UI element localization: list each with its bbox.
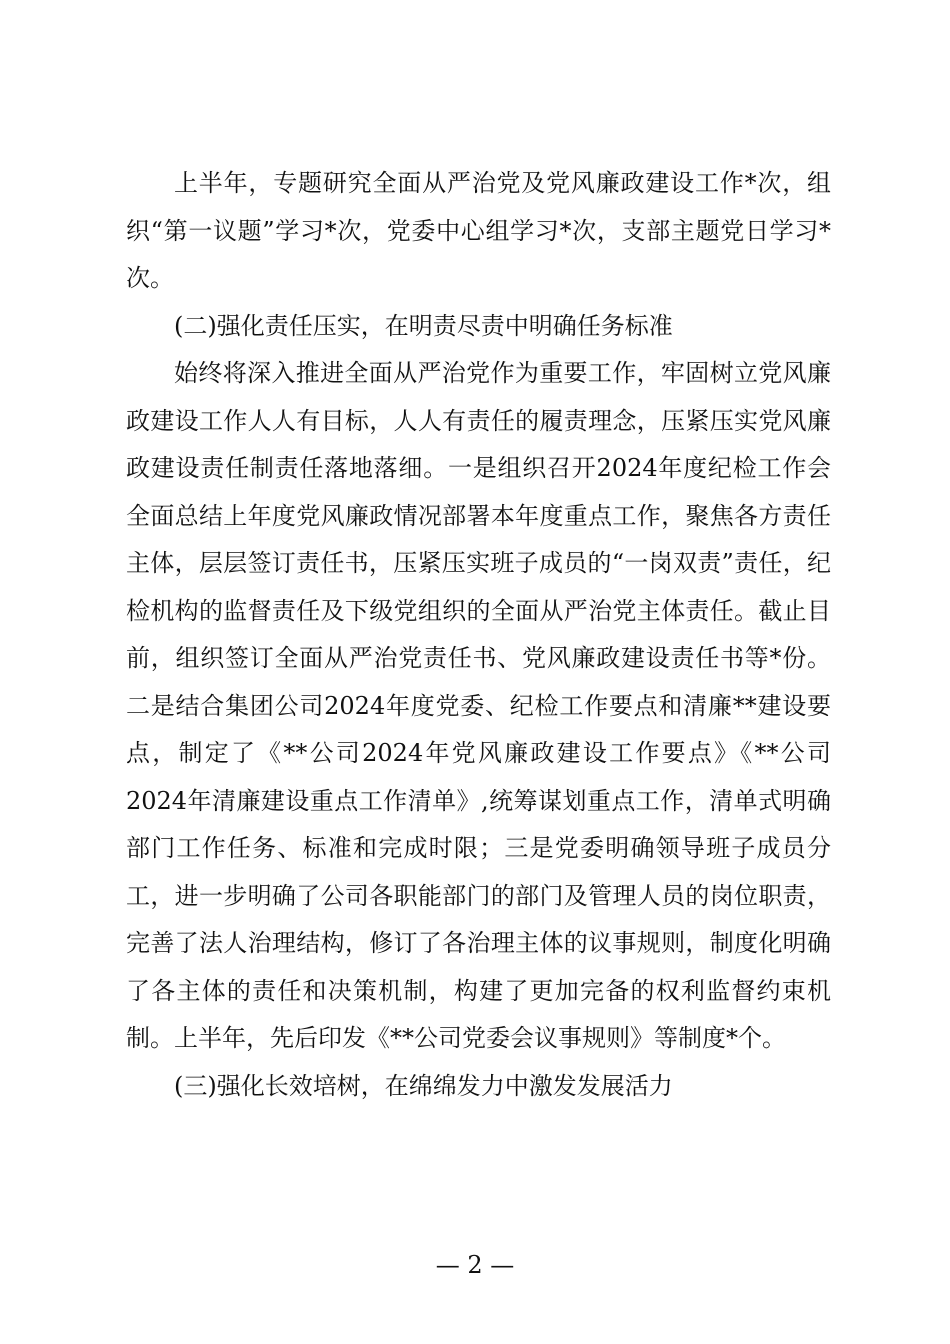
page-number: — 2 — bbox=[435, 1251, 515, 1279]
section-heading-3: (三)强化长效培树，在绵绵发力中激发发展活力 bbox=[174, 1071, 673, 1100]
paragraph-summary: 上半年，专题研究全面从严治党及党风廉政建设工作*次，组织“第一议题”学习*次，党委中心组学习*次，支部主题党日学习*次。 bbox=[126, 169, 831, 292]
section-heading-2: (二)强化责任压实，在明责尽责中明确任务标准 bbox=[174, 311, 673, 340]
paragraph-responsibility: 始终将深入推进全面从严治党作为重要工作，牢固树立党风廉政建设工作人人有目标，人人有责任的履责理念，压紧压实党风廉政建设责任制责任落地落细。一是组织召开2024年度纪检工作会全面总结上年度党风廉政情况部署本年度重点工作，聚焦各方责任主体，层层签订责任书，压紧压实班子成员的“一岗双责”责任，纪检机构的监督责任及下级党组织的全面从严治党主体责任。截止目前，组织签订全面从严治党责任书、党风廉政建设责任书等*份。二是结合集团公司2024年度党委、纪检工作要点和清廉**建设要点，制定了《**公司2024年党风廉政建设工作要点》《**公司2024年清廉建设重点工作清单》,统筹谋划重点工作，清单式明确部门工作任务、标准和完成时限；三是党委明确领导班子成员分工，进一步明确了公司各职能部门的部门及管理人员的岗位职责，完善了法人治理结构，修订了各治理主体的议事规则，制度化明确了各主体的责任和决策机制，构建了更加完备的权利监督约束机制。上半年，先后印发《**公司党委会议事规则》等制度*个。 bbox=[126, 359, 831, 1052]
document-body bbox=[126, 160, 831, 1110]
